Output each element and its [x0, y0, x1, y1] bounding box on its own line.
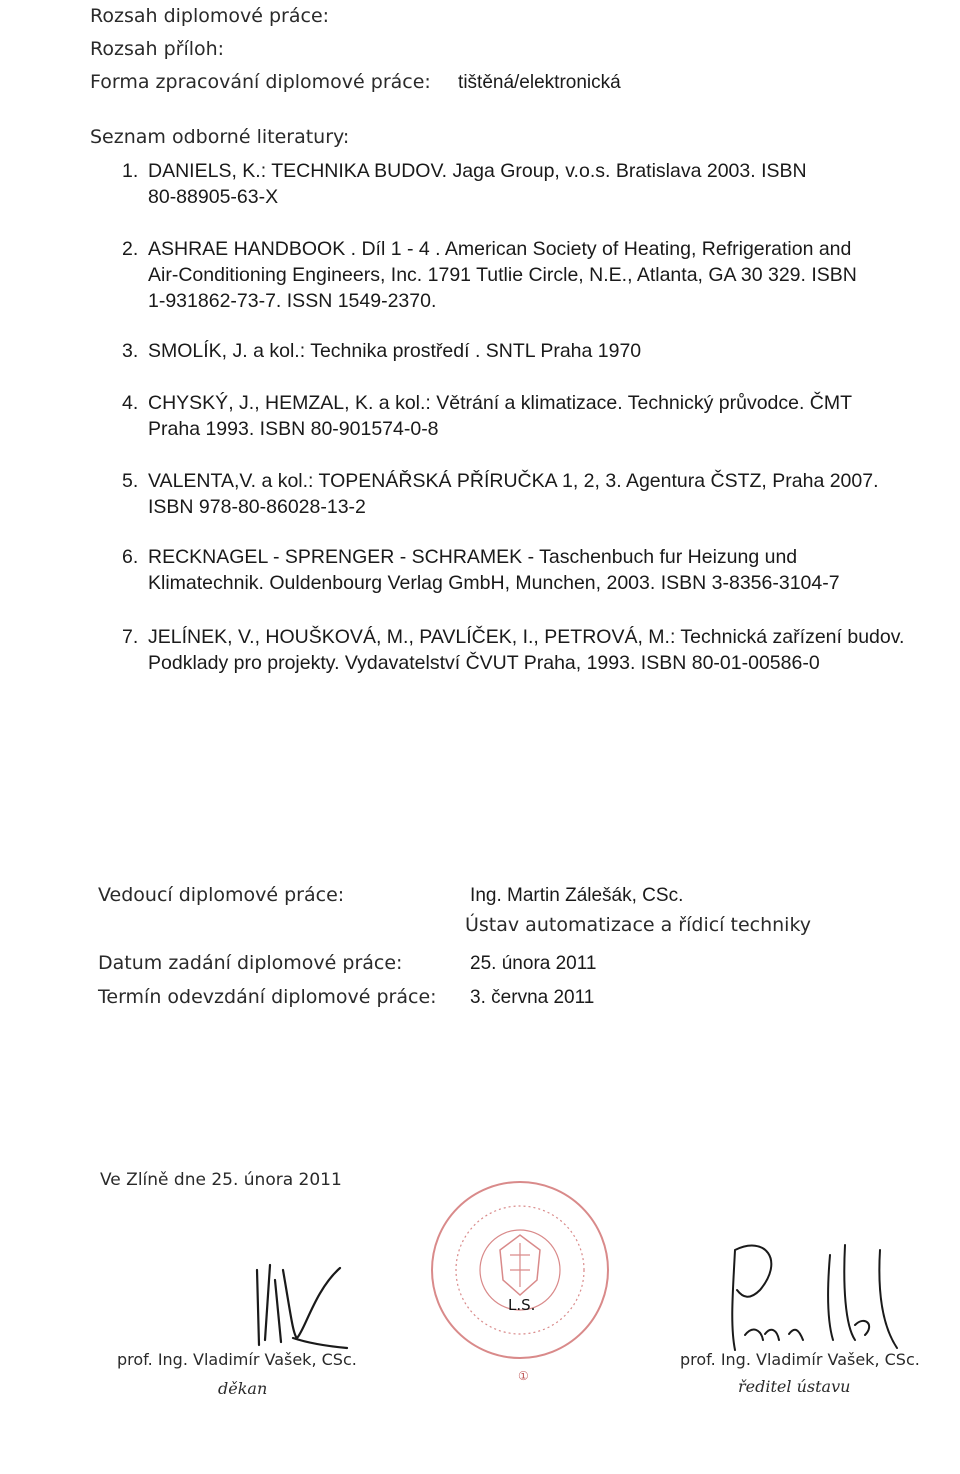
form-label: Forma zpracování diplomové práce:	[90, 71, 431, 93]
supervisor-name: Ing. Martin Zálešák, CSc.	[470, 885, 684, 906]
reference-line: 80-88905-63-X	[148, 186, 279, 208]
reference-item	[122, 468, 932, 520]
reference-line: Podklady pro projekty. Vydavatelství ČVUT Praha, 1993. ISBN 80-01-00586-0	[148, 652, 820, 674]
reference-line: ASHRAE HANDBOOK . Díl 1 - 4 . American Society of Heating, Refrigeration and	[148, 238, 852, 260]
deadline-row	[98, 986, 594, 1009]
reference-line: JELÍNEK, V., HOUŠKOVÁ, M., PAVLÍČEK, I., PETROVÁ, M.: Technická zařízení budov.	[148, 626, 905, 648]
reference-line: ISBN 978-80-86028-13-2	[148, 496, 366, 518]
reference-number: 4.	[122, 392, 139, 414]
assigned-date-label: Datum zadání diplomové práce:	[98, 952, 403, 974]
reference-number: 1.	[122, 160, 139, 182]
assigned-date-value: 25. února 2011	[470, 953, 597, 974]
reference-number: 5.	[122, 470, 139, 492]
reference-number: 2.	[122, 238, 139, 260]
reference-item	[122, 624, 932, 676]
scope-label: Rozsah diplomové práce:	[90, 5, 330, 27]
dean-name: prof. Ing. Vladimír Vašek, CSc.	[117, 1350, 357, 1369]
reference-item	[122, 390, 932, 442]
form-value: tištěná/elektronická	[458, 72, 621, 93]
reference-number: 7.	[122, 626, 139, 648]
reference-item	[122, 544, 932, 596]
deadline-label: Termín odevzdání diplomové práce:	[98, 986, 437, 1008]
assigned-date-row	[98, 952, 596, 975]
reference-line: RECKNAGEL - SPRENGER - SCHRAMEK - Taschenbuch fur Heizung und	[148, 546, 798, 568]
reference-line: Klimatechnik. Ouldenbourg Verlag GmbH, Munchen, 2003. ISBN 3-8356-3104-7	[148, 572, 840, 594]
director-role: ředitel ústavu	[738, 1377, 851, 1396]
scope-row	[90, 5, 452, 28]
reference-line: CHYSKÝ, J., HEMZAL, K. a kol.: Větrání a klimatizace. Technický průvodce. ČMT	[148, 392, 853, 414]
form-row	[90, 71, 621, 94]
deadline-value: 3. června 2011	[470, 987, 595, 1008]
supervisor-row	[98, 884, 683, 907]
director-signature-image	[705, 1230, 920, 1360]
literature-title: Seznam odborné literatury:	[90, 126, 350, 148]
place-date: Ve Zlíně dne 25. února 2011	[100, 1170, 342, 1190]
reference-line: Praha 1993. ISBN 80-901574-0-8	[148, 418, 439, 440]
reference-item	[122, 338, 932, 364]
supervisor-department: Ústav automatizace a řídicí techniky	[465, 914, 812, 936]
reference-line: VALENTA,V. a kol.: TOPENÁŘSKÁ PŘÍRUČKA 1, 2, 3. Agentura ČSTZ, Praha 2007.	[148, 470, 879, 492]
reference-line: 1-931862-73-7. ISSN 1549-2370.	[148, 290, 437, 312]
reference-line: DANIELS, K.: TECHNIKA BUDOV. Jaga Group, v.o.s. Bratislava 2003. ISBN	[148, 160, 807, 182]
reference-item	[122, 236, 932, 314]
reference-number: 6.	[122, 546, 139, 568]
university-stamp-image	[425, 1175, 615, 1375]
stamp-number: ①	[518, 1369, 529, 1383]
reference-number: 3.	[122, 340, 139, 362]
dean-role: děkan	[218, 1379, 268, 1398]
supervisor-label: Vedoucí diplomové práce:	[98, 884, 345, 906]
director-name: prof. Ing. Vladimír Vašek, CSc.	[680, 1350, 920, 1369]
appendix-scope-row	[90, 38, 452, 61]
reference-line: SMOLÍK, J. a kol.: Technika prostředí . SNTL Praha 1970	[148, 340, 642, 362]
dean-signature-image	[235, 1250, 355, 1360]
stamp-ls-text: L.S.	[508, 1296, 536, 1314]
reference-line: Air-Conditioning Engineers, Inc. 1791 Tutlie Circle, N.E., Atlanta, GA 30 329. ISBN	[148, 264, 857, 286]
reference-item	[122, 158, 932, 210]
appendix-scope-label: Rozsah příloh:	[90, 38, 225, 60]
